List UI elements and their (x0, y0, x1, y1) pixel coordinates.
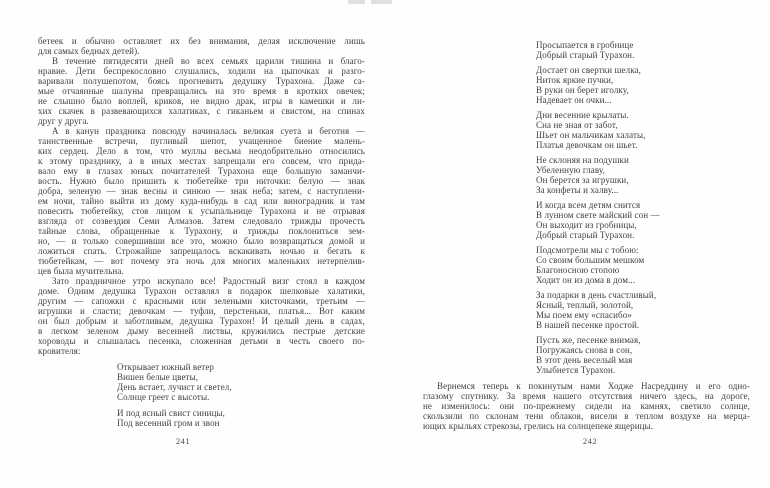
prose-line: друг у друга. (38, 116, 89, 126)
prose-line: варивали полушепотом, боясь прогневить дедушку Турахона. Даже са- (38, 76, 365, 86)
verse-line: Сна не зная от забот, (536, 120, 618, 130)
verse-line: Дни весенние крылаты. (536, 110, 629, 120)
verse-line: За подарки в день счастливый, (536, 290, 657, 300)
verse-line: Солнце греет с высоты. (117, 392, 210, 402)
verse-stanza (536, 245, 750, 285)
verse-line: Ниток яркие пучки, (536, 75, 614, 85)
verse-line: И под ясный свист синицы, (117, 408, 225, 418)
prose-line: другим — сапожки с красными или зелеными кисточками, третьим — (38, 296, 365, 306)
verse-line: Открывает южный ветер (117, 362, 215, 372)
prose-line: для самых бедных детей). (38, 46, 140, 56)
verse-line: Погружаясь снова в сон, (536, 345, 633, 355)
prose-line: взгляда от созвездия Семи Алмазов. Затем следовало трижды прочесть (38, 216, 365, 226)
verse-line: В руки он берет иголку, (536, 85, 629, 95)
verse-line: Ходит он из дома в дом... (536, 275, 636, 285)
prose-line: А в канун праздника повсюду начиналась великая суета и беготня — (52, 126, 365, 136)
prose-line: не слышно было воплей, криков, не видно драк, игры в камешки и ли- (38, 96, 365, 106)
verse-line: Добрый старый Турахон. (536, 230, 635, 240)
page-number-left: 241 (175, 436, 191, 446)
verse-line: День встает, лучист и светел, (117, 382, 232, 392)
verse-line: Он выходит из гробницы, (536, 220, 637, 230)
verse-line: В нашей песенке простой. (536, 320, 640, 330)
prose-paragraph (38, 56, 365, 126)
verse-line: За конфеты и халву... (536, 185, 619, 195)
verse-line: Надевает он очки... (536, 95, 612, 105)
prose-line: мые отчаянные шалуны превращались на это время в кротких овечек; (38, 86, 365, 96)
verse-stanza (536, 65, 750, 105)
page-right (385, 0, 770, 488)
verse-line: Шьет он мальчикам халаты, (536, 130, 646, 140)
prose-line: таинственные встречи, пугливый шепот, учащенное биение малень- (38, 136, 365, 146)
verse-stanza (117, 408, 365, 428)
verse-line: Вишен белые цветы, (117, 372, 199, 382)
verse-line: Добрый старый Турахон. (536, 50, 635, 60)
prose-line: повесить тюбетейку, стоя лицом к усыпальнице Турахона и не отрывая (38, 206, 365, 216)
verse-stanza (536, 155, 750, 195)
prose-line: хих скачек в развевающихся халатиках, с гиканьем и свистом, на спинах (38, 106, 365, 116)
left-text-column (38, 36, 365, 428)
prose-line: вало ему в глазах юных почитателей Турахона еще большую заманчи- (38, 166, 365, 176)
prose-line: кровителя: (38, 346, 81, 356)
prose-paragraph (38, 276, 365, 356)
prose-line: не изменилось: они по-прежнему сидели на камнях, светило солнце, (423, 401, 750, 411)
verse-line: Улыбнется Турахон. (536, 365, 616, 375)
prose-line: бетеек и обычно оставляет их без внимания, делая исключение лишь (38, 36, 365, 46)
verse-line: Ясный, теплый, золотой, (536, 300, 634, 310)
prose-line: ем ночи, тайно выйти из дому куда-нибудь в сад или виноградник и там (38, 196, 365, 206)
prose-line: Вернемся теперь к покинутым нами Ходже Насреддину и его одно- (437, 381, 750, 391)
prose-line: скользили по склонам тени облаков, висели в теплом воздухе на мерца- (423, 411, 750, 421)
verse-line: Он берется за игрушки, (536, 175, 629, 185)
prose-paragraph (423, 381, 750, 431)
prose-line: вость. Нужно было пришить к тюбетейке три ниточки: белую — знак (38, 176, 365, 186)
verse-line: Благоносною стопою (536, 265, 620, 275)
verse-line: В лунном свете майский сон — (536, 210, 660, 220)
verse-line: Просыпается в гробнице (536, 40, 634, 50)
verse-stanza (536, 200, 750, 240)
verse-line: Со своим большим мешком (536, 255, 645, 265)
prose-line: но, — и только совершивши все это, можно было возвращаться домой и (38, 236, 365, 246)
prose-line: добра, зеленую — знак весны и синюю — знак неба; затем, с наступлени- (38, 186, 365, 196)
prose-line: ложиться спать. Строжайше запрещалось вскакивать ночью и бегать к (38, 246, 365, 256)
prose-line: хороводы и слышалась песенка, сложенная детьми в честь своего по- (38, 336, 365, 346)
prose-line: ких сердец. Дело в том, что муллы весьма неодобрительно относились (38, 146, 365, 156)
prose-line: цев была мучительна. (38, 266, 124, 276)
verse-line: Не склоняя на подушки (536, 155, 629, 165)
prose-line: тюбетейкам, — вот почему эта ночь для многих маленьких нетерпелив- (38, 256, 365, 266)
verse-line: Пусть же, песенке внимая, (536, 335, 641, 345)
verse-line: Подсмотрели мы с тобою: (536, 245, 639, 255)
prose-line: Зато праздничное утро искупало все! Радостный визг стоял в каждом (52, 276, 365, 286)
verse-stanza (117, 362, 365, 402)
prose-line: глазому спутнику. За время нашего отсутствия ничего здесь, на дороге, (423, 391, 750, 401)
verse-line: И когда всем детям снится (536, 200, 641, 210)
verse-line: В этот день веселый мая (536, 355, 633, 365)
prose-line: он был добрым и заботливым, дедушка Турахон! И целый день в садах, (38, 316, 365, 326)
right-text-column (423, 40, 750, 431)
prose-line: доме. Одним дедушка Турахон оставлял в подарок шелковые халатики, (38, 286, 365, 296)
verse-line: Платья девочкам он шьет. (536, 140, 638, 150)
prose-line: В течение пятидесяти дней во всех семьях царили тишина и благо- (52, 56, 365, 66)
verse-stanza (536, 40, 750, 60)
verse-stanza (536, 335, 750, 375)
verse-line: Достает он свертки шелка, (536, 65, 641, 75)
prose-paragraph (38, 36, 365, 56)
verse-line: Мы поем ему «спасибо» (536, 310, 632, 320)
prose-line: к этому празднику, а в иных местах запрещали его совсем, что прида- (38, 156, 365, 166)
prose-paragraph (38, 126, 365, 276)
prose-line: тайные слова, обращенные к Турахону, и трижды поклониться зем- (38, 226, 365, 236)
verse-stanza (536, 290, 750, 330)
prose-line: ющих крыльях стрекозы, грелись на солнцепеке ящерицы. (423, 421, 654, 431)
verse-line: Убеленную главу, (536, 165, 605, 175)
verse-stanza (536, 110, 750, 150)
prose-line: игрушки и сласти; девочкам — туфли, перстеньки, платья... Вот каким (38, 306, 365, 316)
prose-line: в легком зеленом дыму весенней листвы, кружились пестрые детские (38, 326, 365, 336)
prose-line: нравие. Дети беспрекословно слушались, ходили на цыпочках и разго- (38, 66, 365, 76)
page-number-right: 242 (582, 436, 598, 446)
verse-line: Под весенний гром и звон (117, 418, 220, 428)
